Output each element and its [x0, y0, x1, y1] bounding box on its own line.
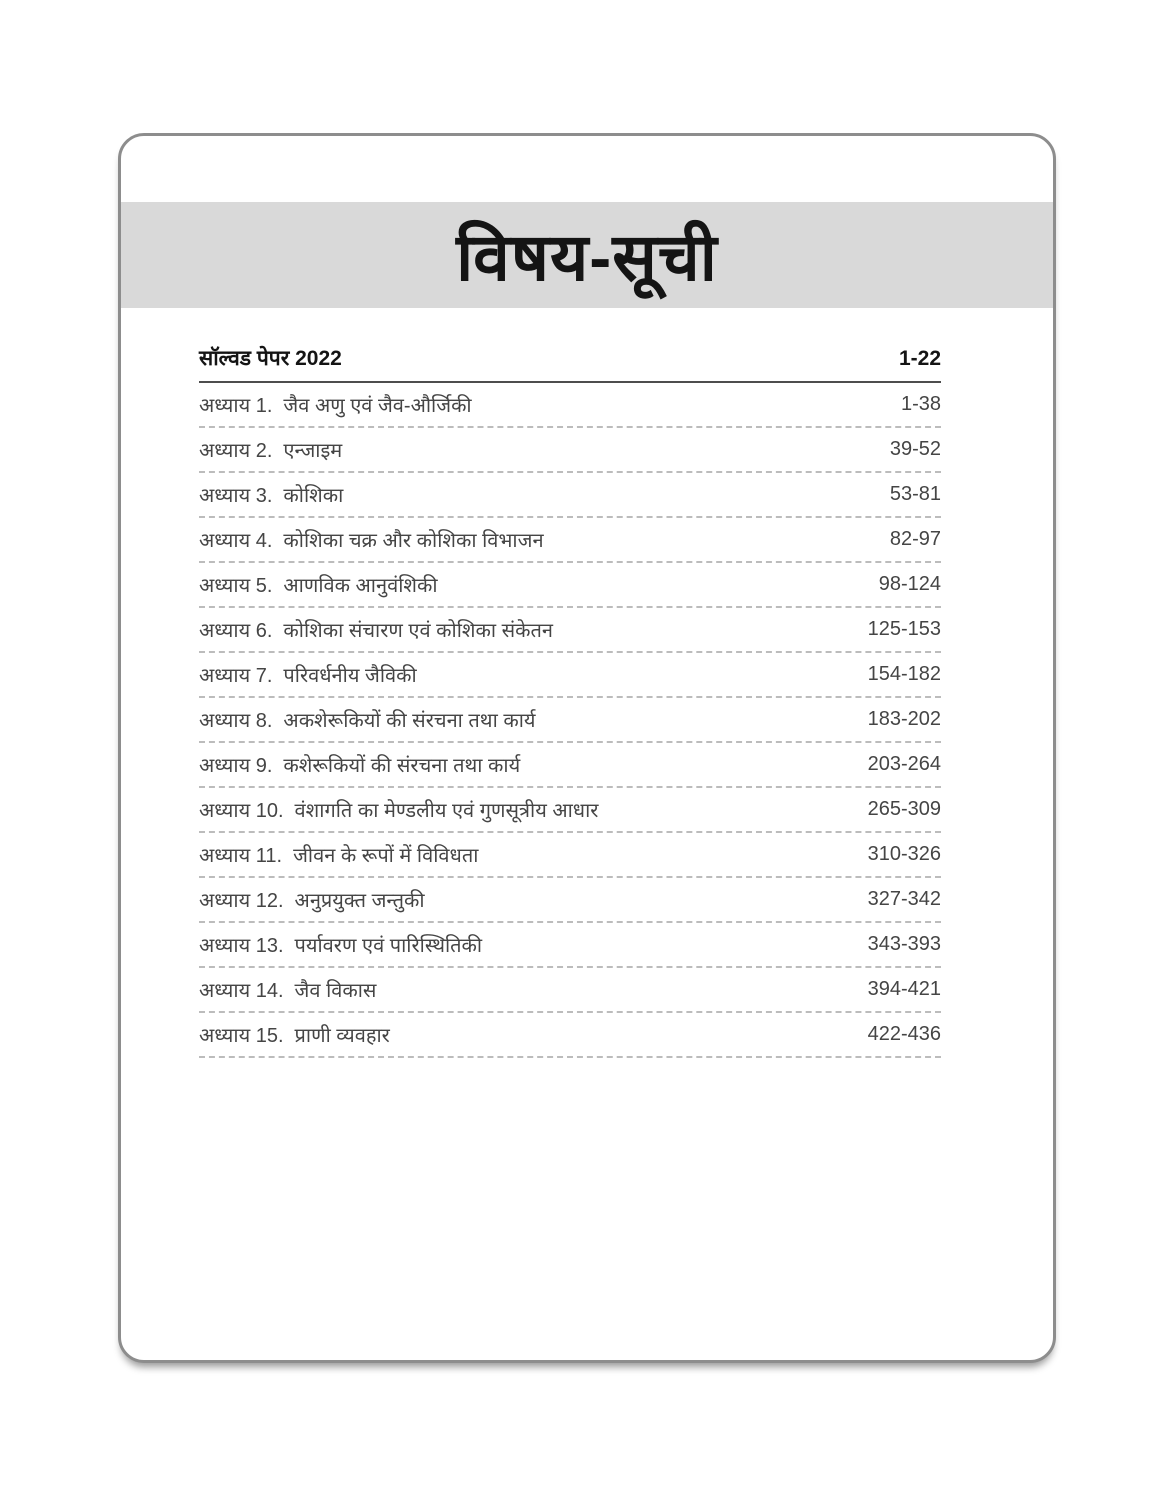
chapter-pages: 394-421 — [867, 978, 941, 1000]
chapter-title: प्राणी व्यवहार — [294, 1025, 390, 1047]
chapter-title: जीवन के रूपों में विविधता — [293, 845, 479, 867]
toc-rows — [199, 383, 941, 1058]
chapter-title: कोशिका संचारण एवं कोशिका संकेतन — [283, 620, 553, 642]
solved-paper-header-row — [199, 344, 941, 383]
chapter-title: वंशागति का मेण्डलीय एवं गुणसूत्रीय आधार — [294, 800, 599, 822]
chapter-pages: 154-182 — [867, 663, 941, 685]
table-row — [199, 788, 941, 833]
chapter-title: कशेरूकियों की संरचना तथा कार्य — [283, 755, 521, 777]
table-row — [199, 653, 941, 698]
toc-page-card — [118, 133, 1056, 1363]
table-row — [199, 698, 941, 743]
table-row — [199, 428, 941, 473]
solved-paper-pages: 1-22 — [898, 347, 941, 370]
chapter-number: अध्याय 8. — [199, 710, 273, 732]
chapter-number: अध्याय 1. — [199, 395, 273, 417]
chapter-number: अध्याय 4. — [199, 530, 273, 552]
chapter-title: अनुप्रयुक्त जन्तुकी — [294, 890, 425, 912]
chapter-pages: 310-326 — [867, 843, 941, 865]
table-row — [199, 518, 941, 563]
table-of-contents — [199, 344, 941, 1058]
chapter-title: कोशिका — [283, 485, 344, 507]
chapter-number: अध्याय 13. — [199, 935, 284, 957]
chapter-pages: 265-309 — [867, 798, 941, 820]
chapter-pages: 327-342 — [867, 888, 941, 910]
solved-paper-label: सॉल्वड पेपर 2022 — [199, 347, 342, 370]
table-row — [199, 1013, 941, 1058]
chapter-pages: 343-393 — [867, 933, 941, 955]
chapter-number: अध्याय 11. — [199, 845, 283, 867]
chapter-pages: 39-52 — [889, 438, 941, 460]
table-row — [199, 563, 941, 608]
table-row — [199, 878, 941, 923]
chapter-pages: 422-436 — [867, 1023, 941, 1045]
chapter-title: जैव विकास — [294, 980, 377, 1002]
chapter-pages: 98-124 — [878, 573, 941, 595]
table-row — [199, 923, 941, 968]
table-row — [199, 833, 941, 878]
chapter-title: कोशिका चक्र और कोशिका विभाजन — [283, 530, 544, 552]
chapter-number: अध्याय 14. — [199, 980, 284, 1002]
chapter-number: अध्याय 3. — [199, 485, 273, 507]
chapter-pages: 125-153 — [867, 618, 941, 640]
chapter-number: अध्याय 7. — [199, 665, 273, 687]
table-row — [199, 743, 941, 788]
chapter-title: परिवर्धनीय जैविकी — [283, 665, 417, 687]
chapter-pages: 203-264 — [867, 753, 941, 775]
table-row — [199, 473, 941, 518]
chapter-pages: 82-97 — [889, 528, 941, 550]
chapter-number: अध्याय 2. — [199, 440, 273, 462]
chapter-title: जैव अणु एवं जैव-और्जिकी — [283, 395, 472, 417]
chapter-number: अध्याय 10. — [199, 800, 284, 822]
table-row — [199, 968, 941, 1013]
chapter-title: आणविक आनुवंशिकी — [283, 575, 438, 597]
chapter-number: अध्याय 5. — [199, 575, 273, 597]
title-banner — [121, 202, 1053, 308]
chapter-number: अध्याय 6. — [199, 620, 273, 642]
chapter-title: एन्जाइम — [283, 440, 343, 462]
chapter-pages: 1-38 — [900, 393, 941, 415]
table-row — [199, 383, 941, 428]
chapter-number: अध्याय 9. — [199, 755, 273, 777]
chapter-pages: 53-81 — [889, 483, 941, 505]
page-title: विषय-सूची — [456, 220, 718, 294]
chapter-pages: 183-202 — [867, 708, 941, 730]
chapter-title: पर्यावरण एवं पारिस्थितिकी — [294, 935, 483, 957]
chapter-number: अध्याय 15. — [199, 1025, 284, 1047]
table-row — [199, 608, 941, 653]
chapter-title: अकशेरूकियों की संरचना तथा कार्य — [283, 710, 536, 732]
chapter-number: अध्याय 12. — [199, 890, 284, 912]
